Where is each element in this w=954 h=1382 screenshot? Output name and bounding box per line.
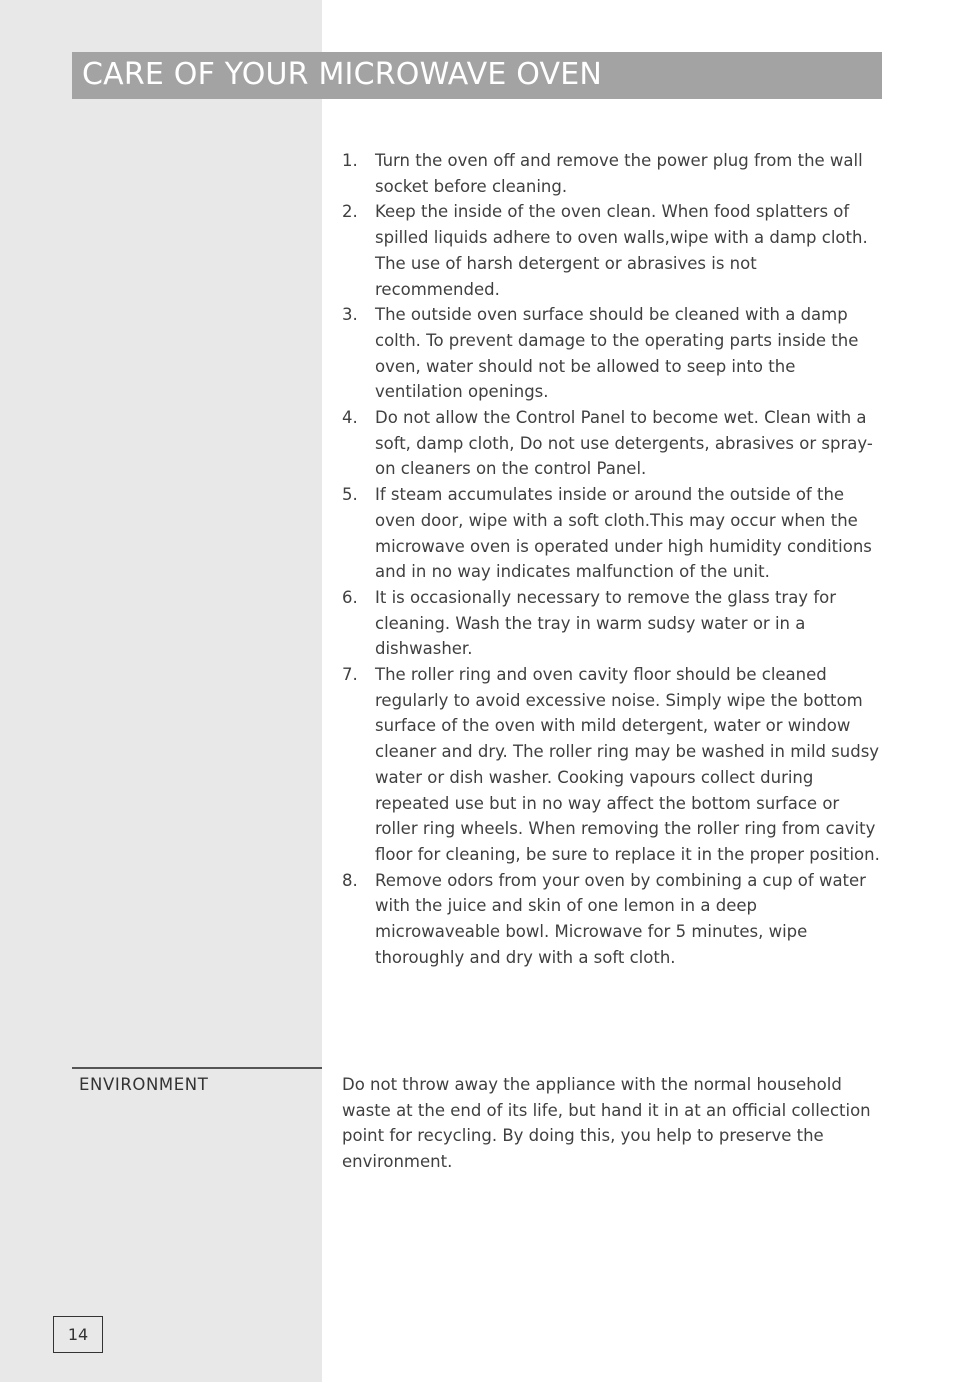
- environment-paragraph: Do not throw away the appliance with the normal household waste at the end of its life, but hand it in at an official collection point for recycling. By doing this, you help to preserve the environment.: [342, 1075, 871, 1172]
- item-text: Do not allow the Control Panel to become wet. Clean with a soft, damp cloth, Do not use detergents, abrasives or spray-on cleaners on the control Panel.: [375, 408, 873, 479]
- list-item: [342, 405, 882, 482]
- list-item: [342, 302, 882, 405]
- left-margin-panel: [0, 0, 322, 1382]
- item-number: 4.: [342, 408, 358, 428]
- item-number: 8.: [342, 870, 358, 890]
- list-item: [342, 868, 882, 971]
- item-number: 2.: [342, 202, 358, 222]
- page-title: CARE OF YOUR MICROWAVE OVEN: [82, 57, 603, 92]
- item-text: The outside oven surface should be cleaned with a damp colth. To prevent damage to the operating parts inside the oven, water should not be allowed to seep into the ventilation openings.: [375, 305, 859, 402]
- list-item: [342, 148, 882, 199]
- item-text: Keep the inside of the oven clean. When food splatters of spilled liquids adhere to oven walls,wipe with a damp cloth. The use of harsh detergent or abrasives is not recommended.: [375, 202, 868, 299]
- item-number: 6.: [342, 587, 358, 607]
- page-number-box: [53, 1316, 103, 1353]
- item-text: The roller ring and oven cavity floor should be cleaned regularly to avoid excessive noise. Simply wipe the bottom surface of the oven with mild detergent, water or window cleaner and dry. The roller ring may be washed in mild sudsy water or dish washer. Cooking vapours collect during repeated use but in no way affect the bottom surface or roller ring wheels. When removing the roller ring from cavity floor for cleaning, be sure to replace it in the proper position.: [375, 665, 880, 864]
- list-item: [342, 585, 882, 662]
- page-number: 14: [67, 1325, 89, 1344]
- care-instructions-list: [342, 148, 882, 971]
- item-number: 1.: [342, 151, 358, 170]
- environment-heading: ENVIRONMENT: [79, 1075, 209, 1094]
- list-item: [342, 199, 882, 302]
- list-item: [342, 662, 882, 868]
- item-number: 7.: [342, 665, 358, 685]
- item-text: Turn the oven off and remove the power plug from the wall socket before cleaning.: [375, 151, 863, 196]
- item-number: 3.: [342, 305, 358, 325]
- item-text: If steam accumulates inside or around the outside of the oven door, wipe with a soft cloth.This may occur when the microwave oven is operated under high humidity conditions and in no way indicates malfunction of the unit.: [375, 485, 872, 582]
- item-number: 5.: [342, 485, 358, 505]
- item-text: Remove odors from your oven by combining a cup of water with the juice and skin of one lemon in a deep microwaveable bowl. Microwave for 5 minutes, wipe thoroughly and dry with a soft cloth.: [375, 870, 866, 967]
- list-item: [342, 482, 882, 585]
- item-text: It is occasionally necessary to remove the glass tray for cleaning. Wash the tray in warm sudsy water or in a dishwasher.: [375, 587, 837, 659]
- section-title-bar: [72, 52, 882, 99]
- environment-divider: [72, 1067, 322, 1069]
